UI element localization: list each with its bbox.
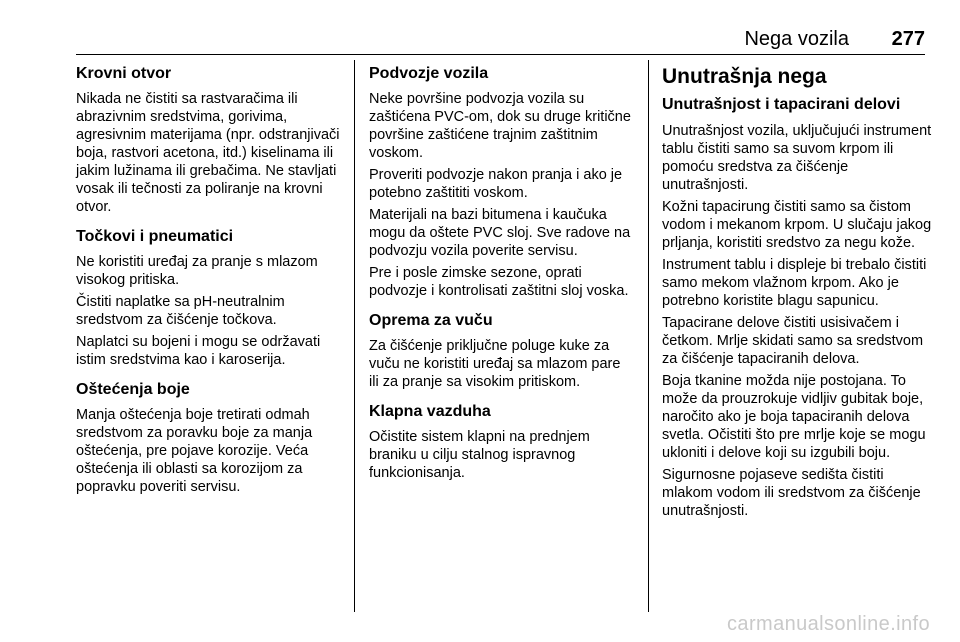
- column-divider-1: [354, 60, 355, 612]
- paragraph: Pre i posle zimske sezone, oprati podvozje i kontrolisati zaštitni sloj voska.: [369, 265, 629, 299]
- watermark: carmanualsonline.info: [727, 613, 930, 635]
- paragraph: Neke površine podvozja vozila su zaštićena PVC-om, dok su druge kritične površine zaštićene trajnim zaštitnim voskom.: [369, 91, 631, 161]
- section-heading-podvozje: Podvozje vozila: [369, 65, 489, 82]
- section-heading-tockovi: Točkovi i pneumatici: [76, 228, 234, 245]
- paragraph: Boja tkanine možda nije postojana. To može da prouzrokuje vidljiv gubitak boje, naročito ako je boja tapaciranih delova svetla. Očistiti što pre mrlje koje se mogu ukloniti i delove koji su izgubili boju.: [662, 373, 926, 461]
- paragraph: Manja oštećenja boje tretirati odmah sredstvom za poravku boje za manja oštećenja, pre pojave korozije. Veća oštećenja ili oblasti sa korozijom za popravku poveriti servisu.: [76, 407, 313, 495]
- paragraph: Proveriti podvozje nakon pranja i ako je potebno zaštititi voskom.: [369, 167, 623, 201]
- paragraph: Ne koristiti uređaj za pranje s mlazom visokog pritiska.: [76, 254, 318, 288]
- paragraph: Instrument tablu i displeje bi trebalo čistiti samo mekom vlažnom krpom. Ako je potrebno koristite blagu sapunicu.: [662, 257, 927, 309]
- paragraph: Očistite sistem klapni na prednjem braniku u cilju stalnog ispravnog funkcionisanja.: [369, 429, 590, 481]
- column-left: [76, 64, 348, 500]
- paragraph: Tapacirane delove čistiti usisivačem i četkom. Mrlje skidati samo sa sredstvom za čišćenje tapaciranih delova.: [662, 315, 924, 367]
- paragraph: Sigurnosne pojaseve sedišta čistiti mlakom vodom ili sredstvom za čišćenje unutrašnjosti.: [662, 467, 921, 519]
- paragraph: Nikada ne čistiti sa rastvaračima ili abrazivnim sredstvima, gorivima, agresivnim materijama (npr. odstranjivači boja, rastvori acetona, itd.) kiselinama ili jakim lužinama ili grebačima. Ne stavljati vosak ili tečnosti za poliranje na krovni otvor.: [76, 91, 340, 215]
- column-divider-2: [648, 60, 649, 612]
- paragraph: Za čišćenje priključne poluge kuke za vuču ne koristiti uređaj sa mlazom pare ili za pranje sa visokim pritiskom.: [369, 338, 621, 390]
- paragraph: Kožni tapacirung čistiti samo sa čistom vodom i mekanom krpom. U slučaju jakog prljanja, koristiti sredstvo za negu kože.: [662, 199, 932, 251]
- column-middle: [369, 64, 634, 486]
- page-header: [76, 25, 925, 55]
- page-header-title: Nega vozila: [744, 28, 849, 50]
- column-right: [662, 64, 932, 524]
- paragraph: Naplatci su bojeni i mogu se održavati istim sredstvima kao i karoserija.: [76, 334, 321, 368]
- section-heading-ostecenja-boje: Oštećenja boje: [76, 381, 190, 398]
- header-divider: [76, 54, 925, 55]
- chapter-title: Unutrašnja nega: [662, 65, 827, 88]
- section-heading-oprema-za-vucu: Oprema za vuču: [369, 312, 493, 329]
- paragraph: Unutrašnjost vozila, uključujući instrument tablu čistiti samo sa suvom krpom ili pomoću sredstva za čišćenje unutrašnjosti.: [662, 123, 932, 193]
- paragraph: Čistiti naplatke sa pH-neutralnim sredstvom za čišćenje točkova.: [76, 294, 285, 328]
- page-number: 277: [891, 28, 925, 50]
- section-heading-unutrasnjost: Unutrašnjost i tapacirani delovi: [662, 96, 901, 113]
- section-heading-klapna-vazduha: Klapna vazduha: [369, 403, 491, 420]
- paragraph: Materijali na bazi bitumena i kaučuka mogu da oštete PVC sloj. Sve radove na podvozju vozila poverite servisu.: [369, 207, 631, 259]
- section-heading-krovni-otvor: Krovni otvor: [76, 65, 172, 82]
